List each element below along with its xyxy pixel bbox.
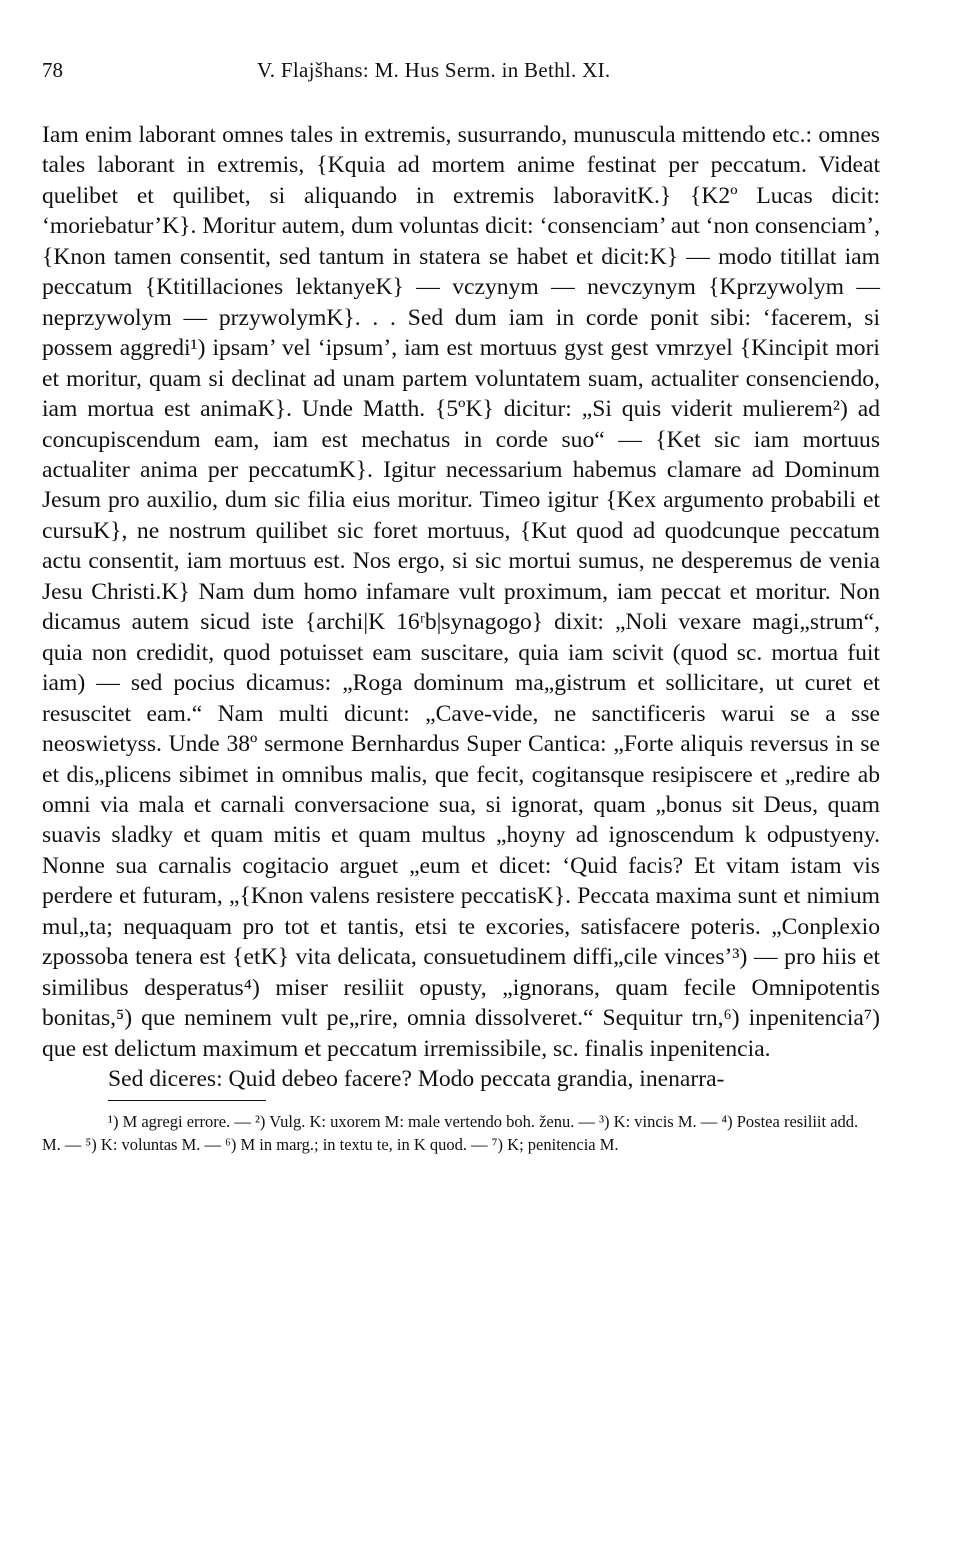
page-header [42, 58, 880, 98]
main-text [42, 120, 880, 1095]
paragraph-1: Iam enim laborant omnes tales in extremis, susurrando, munuscula mittendo etc.: omnes tales laborant in extremis, {Kquia ad mortem anime festinat per peccatum. Videat quelibet et quilibet, si aliquando in extremis laboravitK.} {K2º Lucas dicit: ‘moriebatur’K}. Moritur autem, dum voluntas dicit: ‘consenciam’ aut ‘non consenciam’, {Knon tamen consentit, sed tantum in statera se habet et dicit:K} — modo titillat iam peccatum {Ktitillaciones lektanyeK} — vczynym — nevczynym {Kprzywolym — neprzywolym — przywolymK}. . . Sed dum iam in corde ponit sibi: ‘facerem, si possem aggredi¹) ipsam’ vel ‘ipsum’, iam est mortuus gyst gest vmrzyel {Kincipit mori et moritur, quam si declinat ad unam partem voluntatem suam, actualiter consenciendo, iam mortua est animaK}. Unde Matth. {5ºK} dicitur: „Si quis viderit mulierem²) ad concupiscendum eam, iam est mechatus in corde suo“ — {Ket sic iam mortuus actualiter anima per peccatumK}. Igitur necessarium habemus clamare ad Dominum Jesum pro auxilio, dum sic filia eius moritur. Timeo igitur {Kex argumento probabili et cursuK}, ne nostrum quilibet sic foret mortuus, {Kut quod ad quodcunque peccatum actu consentit, iam mortuus est. Nos ergo, si sic mortui sumus, ne desperemus de venia Jesu Christi.K} Nam dum homo infamare vult proximum, iam peccat et moritur. Non dicamus autem sicud iste {archi|K 16ʳb|synagogo} dixit: „Noli vexare magi„strum“, quia non credidit, quod potuisset eam suscitare, quia iam scivit (quod sc. mortua fuit iam) — sed pocius dicamus: „Roga dominum ma„gistrum et sollicitare, ut curet et resuscitet eam.“ Nam multi dicunt: „Cave-vide, ne sanctificeris warui se a sse neoswietyss. Unde 38º sermone Bernhardus Super Cantica: „Forte aliquis reversus in se et dis„plicens sibimet in omnibus malis, que fecit, cogitansque resipiscere et „redire ab omni via mala et carnali conversacione sua, si ignorat, quam „bonus sit Deus, quam suavis sladky et quam mitis et quam multus „hoyny ad ignoscendum k odpustyeny. Nonne sua carnalis cogitacio arguet „eum et dicet: ‘Quid facis? Et vitam istam vis perdere et futuram, „{Knon valens resistere peccatisK}. Peccata maxima sunt et nimium mul„ta; nequaquam pro tot et tantis, etsi te excories, satisfacere poteris. „Conplexio zpossoba tenera est {etK} vita delicata, consuetudinem diffi„cile vinces’³) — pro hiis et similibus desperatus⁴) miser resiliit opusty, „ignorans, quam fecile Omnipotentis bonitas,⁵) que neminem vult pe„rire, omnia dissolveret.“ Sequitur trn,⁶) inpenitencia⁷) que est delictum maximum et peccatum irremissibile, sc. finalis inpenitencia. [42, 122, 880, 1062]
paragraph-2: Sed diceres: Quid debeo facere? Modo peccata grandia, inenarra- [108, 1066, 725, 1093]
footnote-text: ¹) M agregi errore. — ²) Vulg. K: uxorem M: male vertendo boh. ženu. — ³) K: vincis M. — ⁴) Postea resiliit add. M. — ⁵) K: voluntas M. — ⁶) M in marg.; in textu te, in K quod. — ⁷) K; penitencia M. [42, 1111, 859, 1154]
footnote-rule [108, 1100, 266, 1101]
footnotes [42, 1100, 880, 1156]
page-number: 78 [42, 58, 63, 82]
running-head: V. Flajšhans: M. Hus Serm. in Bethl. XI. [257, 58, 611, 82]
